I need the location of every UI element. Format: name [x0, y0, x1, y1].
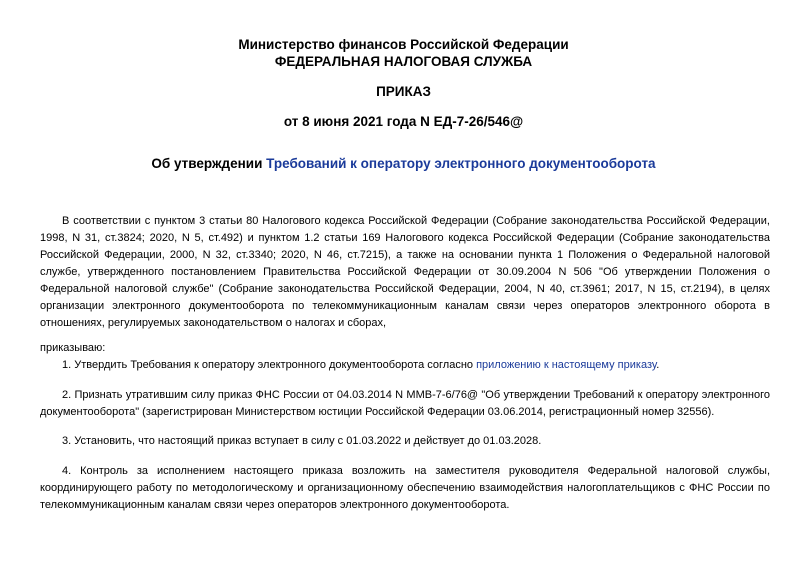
- item-4-text: 4. Контроль за исполнением настоящего приказа возложить на заместителя руководителя Федеральной налоговой службы, координирующего работу по методологическому и организационному обеспечению взаимодействия налогоплательщиков с ФНС России по телекоммуникационным каналам связи через операторов электронного документооборота.: [40, 465, 770, 511]
- ministry-name: Министерство финансов Российской Федерации: [238, 37, 569, 52]
- doc-title-link[interactable]: Требований к оператору электронного документооборота: [266, 156, 656, 171]
- appendix-link[interactable]: приложению к настоящему приказу: [476, 359, 657, 371]
- doc-type: ПРИКАЗ: [376, 84, 431, 99]
- item-3-paragraph: [40, 433, 770, 450]
- item-1-paragraph: [40, 357, 770, 374]
- doc-title-prefix: Об утверждении: [151, 156, 267, 171]
- item-1-text: 1. Утвердить Требования к оператору электронного документооборота согласно: [62, 359, 477, 371]
- doc-date-number: от 8 июня 2021 года N ЕД-7-26/546@: [283, 114, 524, 129]
- item-2-paragraph: [40, 387, 770, 421]
- item-2-text: 2. Признать утратившим силу приказ ФНС России от 04.03.2014 N ММВ-7-6/76@ "Об утверждении Требований к оператору электронного документооборота" (зарегистрирован Министерством юстиции Российской Федерации 03.06.2014, регистрационный номер 32556).: [40, 389, 770, 418]
- intro-text: В соответствии с пунктом 3 статьи 80 Налогового кодекса Российской Федерации (Собрание законодательства Российской Федерации, 1998, N 31, ст.3824; 2020, N 5, ст.492) и пунктом 1.2 статьи 169 Налогового кодекса Российской Федерации (Собрание законодательства Российской Федерации, 2000, N 32, ст.3340; 2020, N 46, ст.7215), а также на основании пункта 1 Положения о Федеральной налоговой службе, утвержденного постановлением Правительства Российской Федерации от 30.09.2004 N 506 "Об утверждении Положения о Федеральной налоговой службе" (Собрание законодательства Российской Федерации, 2004, N 40, ст.3961; 2017, N 15, ст.2194), в целях организации электронного документооборота по телекоммуникационным каналам связи через операторов электронного оборота в отношениях, регулируемых законодательством о налогах и сборах,: [40, 215, 770, 329]
- prikazyvayu-line: приказываю:: [40, 342, 106, 354]
- item-4-paragraph: [40, 463, 770, 514]
- item-1-end: .: [656, 359, 660, 371]
- doc-title: [0, 155, 807, 172]
- intro-paragraph: [40, 213, 770, 332]
- item-3-text: 3. Установить, что настоящий приказ вступает в силу с 01.03.2022 и действует до 01.03.2028.: [62, 435, 542, 447]
- service-name: ФЕДЕРАЛЬНАЯ НАЛОГОВАЯ СЛУЖБА: [274, 54, 533, 69]
